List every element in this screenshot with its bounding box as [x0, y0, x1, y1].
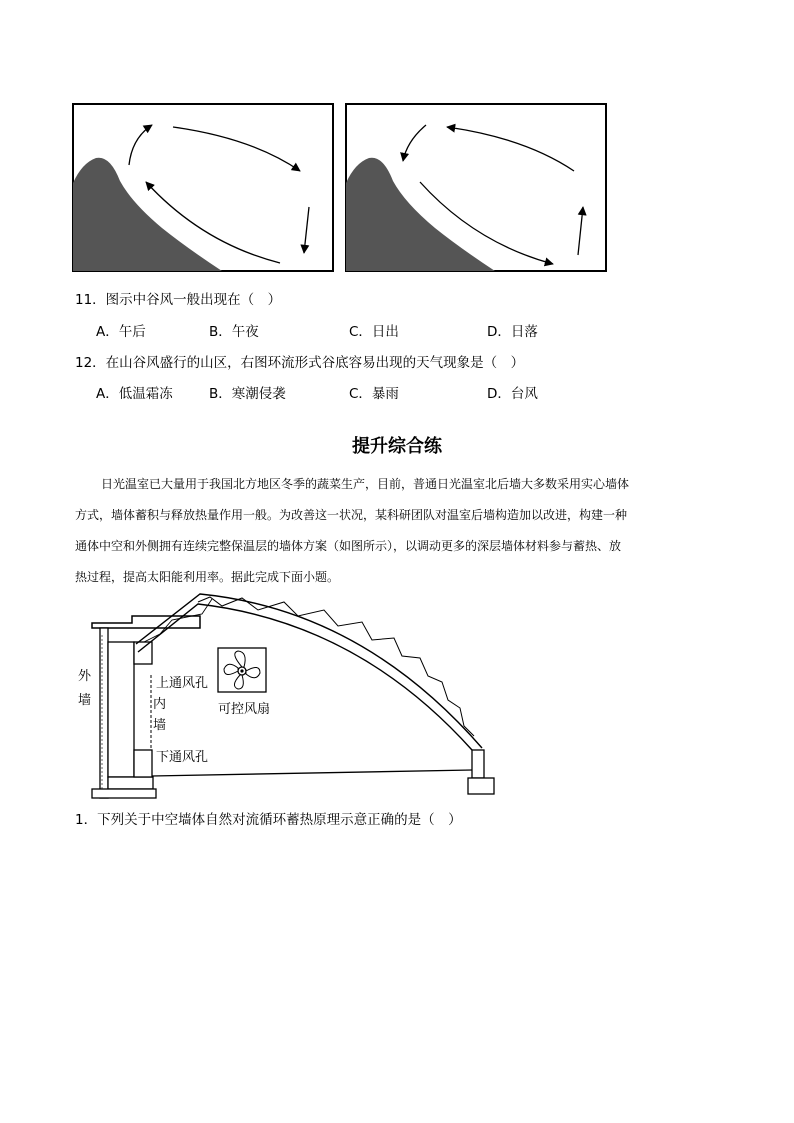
front-foundation: [468, 778, 494, 794]
valley-wind-diagram: [72, 103, 334, 272]
inner-wall-lower: [134, 750, 152, 777]
wall-base: [108, 777, 153, 789]
question-11-option-d[interactable]: D．日落: [487, 324, 538, 340]
hollow-wall-left: [108, 642, 134, 777]
passage-line-2: 方式，墙体蓄积与释放热量作用一般。为改善这一状况，某科研团队对温室后墙构造加以改进，构建一种: [75, 508, 628, 522]
question-1-stem: 1．下列关于中空墙体自然对流循环蓄热原理示意正确的是（ ）: [75, 812, 462, 828]
label-inner-wall-1: 内: [153, 697, 167, 712]
question-11-stem: 11．图示中谷风一般出现在（ ）: [75, 292, 282, 308]
outer-wall: [100, 628, 108, 798]
section-title: 提升综合练: [352, 436, 442, 457]
label-inner-wall-2: 墙: [153, 718, 167, 733]
question-12-stem: 12．在山谷风盛行的山区，右图环流形式谷底容易出现的天气现象是（ ）: [75, 355, 525, 371]
question-12-option-c[interactable]: C．暴雨: [349, 386, 399, 402]
greenhouse-diagram: [72, 590, 502, 800]
passage-line-1: 日光温室已大量用于我国北方地区冬季的蔬菜生产，目前，普通日光温室北后墙大多数采用实心墙体: [101, 477, 630, 491]
passage: [75, 469, 725, 593]
question-11-option-a[interactable]: A．午后: [96, 324, 146, 340]
inner-wall: [134, 642, 152, 664]
question-11-option-b[interactable]: B．午夜: [209, 324, 259, 340]
fan-icon: [218, 648, 266, 692]
front-pillar: [472, 750, 484, 778]
mountain-wind-diagram: [345, 103, 607, 272]
passage-line-4: 热过程，提高太阳能利用率。据此完成下面小题。: [75, 570, 340, 584]
label-lower-vent: 下通风孔: [156, 750, 209, 765]
question-11-option-c[interactable]: C．日出: [349, 324, 399, 340]
label-upper-vent: 上通风孔: [156, 676, 209, 691]
label-outer-wall-2: 墙: [78, 693, 92, 708]
greenhouse-ground: [152, 770, 472, 776]
question-12-option-b[interactable]: B．寒潮侵袭: [209, 386, 286, 402]
passage-line-3: 通体中空和外侧拥有连续完整保温层的墙体方案（如图所示），以调动更多的深层墙体材料参与蓄热、放: [75, 539, 622, 553]
label-fan: 可控风扇: [218, 702, 271, 717]
question-12-option-a[interactable]: A．低温霜冻: [96, 386, 173, 402]
label-outer-wall-1: 外: [78, 669, 92, 684]
question-12-option-d[interactable]: D．台风: [487, 386, 538, 402]
foundation: [92, 789, 156, 798]
